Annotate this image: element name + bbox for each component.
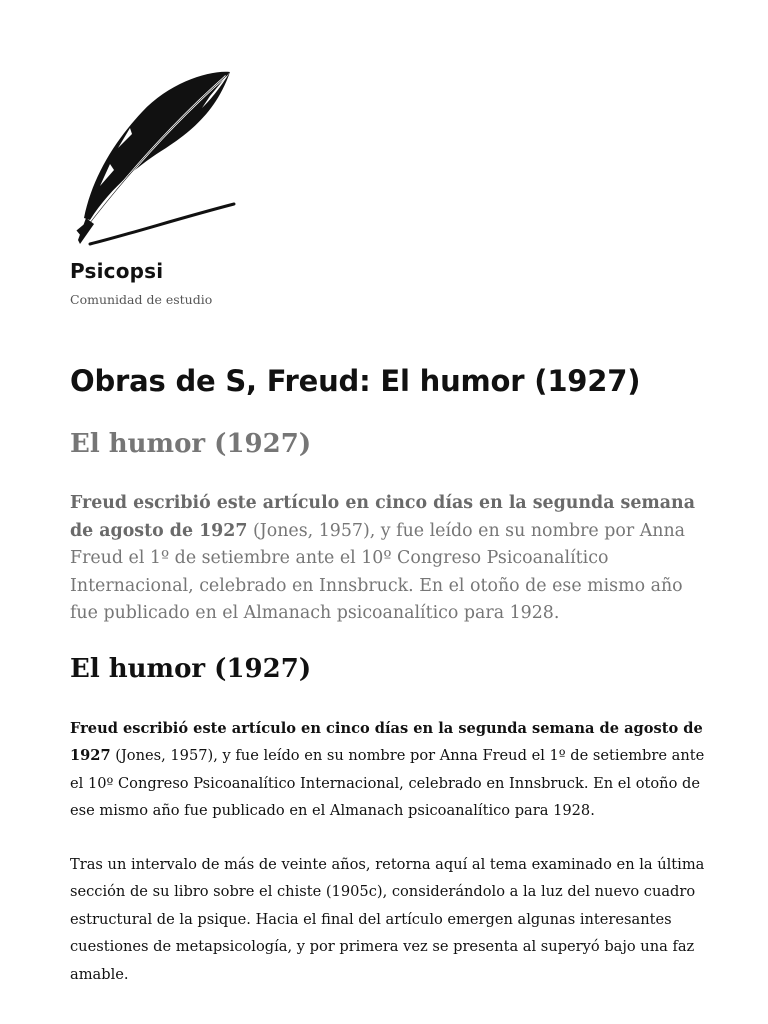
page-title: Obras de S, Freud: El humor (1927) (70, 364, 641, 398)
quill-feather-icon (70, 68, 240, 250)
section-heading-grey: El humor (1927) (70, 429, 312, 459)
intro-paragraph-grey (70, 490, 710, 628)
site-logo[interactable] (70, 68, 240, 250)
intro-bold-lead: Freud escribió este artículo en cinco días en la segunda semana de agosto de 1927 (70, 493, 695, 541)
site-title[interactable]: Psicopsi (70, 259, 164, 283)
body-rest-text: (Jones, 1957), y fue leído en su nombre por Anna Freud el 1º de setiembre ante el 10º Congreso Psicoanalítico Internacional, celebrado en Innsbruck. En el otoño de ese mismo año fue publicado en el Almanach psicoanalítico para 1928. (70, 747, 705, 820)
site-description: Comunidad de estudio (70, 292, 213, 307)
section-heading: El humor (1927) (70, 654, 312, 684)
body-bold-lead: Freud escribió este artículo en cinco días en la segunda semana de agosto de 1927 (70, 720, 703, 765)
body-paragraph-2: Tras un intervalo de más de veinte años, retorna aquí al tema examinado en la última sección de su libro sobre el chiste (1905c), considerándolo a la luz del nuevo cuadro estructural de la psique. Hacia el final del artículo emergen algunas interesantes cuestiones de metapsicología, y por primera vez se presenta al superyó bajo una faz amable. (70, 856, 705, 983)
body-paragraph-1 (70, 715, 710, 825)
intro-rest-text: (Jones, 1957), y fue leído en su nombre por Anna Freud el 1º de setiembre ante el 10º Congreso Psicoanalítico Internacional, celebrado en Innsbruck. En el otoño de ese mismo año fue publicado en el Almanach psicoanalítico para 1928. (70, 520, 686, 624)
